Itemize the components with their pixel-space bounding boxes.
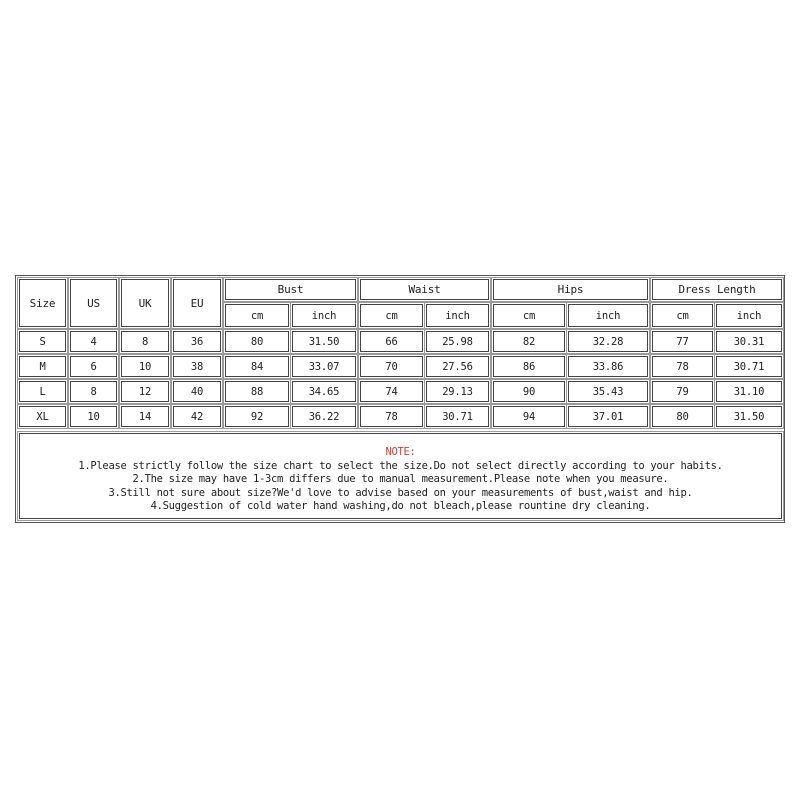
cell-waist-cm: 66 [360, 331, 423, 352]
note-line-1: 1.Please strictly follow the size chart to select the size.Do not select directly according to your habits. [78, 459, 723, 472]
cell-hips-inch: 33.86 [568, 356, 648, 377]
unit-length-cm: cm [652, 304, 713, 327]
cell-hips-cm: 86 [493, 356, 565, 377]
cell-us: 10 [70, 406, 117, 427]
cell-eu: 38 [173, 356, 221, 377]
cell-bust-inch: 31.50 [292, 331, 356, 352]
cell-length-inch: 31.50 [716, 406, 782, 427]
cell-bust-inch: 33.07 [292, 356, 356, 377]
cell-hips-cm: 82 [493, 331, 565, 352]
header-bust: Bust [225, 279, 356, 300]
header-size: Size [19, 279, 66, 327]
cell-uk: 10 [121, 356, 169, 377]
cell-eu: 40 [173, 381, 221, 402]
note-line-4: 4.Suggestion of cold water hand washing,do not bleach,please rountine dry cleaning. [150, 500, 651, 512]
cell-length-inch: 30.71 [716, 356, 782, 377]
cell-length-cm: 78 [652, 356, 713, 377]
note-line-3: 3.Still not sure about size?We'd love to advise based on your measurements of bust,waist and hip. [108, 486, 693, 499]
header-dress-length: Dress Length [652, 279, 782, 300]
cell-uk: 8 [121, 331, 169, 352]
notes-box [19, 433, 782, 519]
cell-bust-cm: 84 [225, 356, 289, 377]
cell-bust-inch: 34.65 [292, 381, 356, 402]
cell-eu: 42 [173, 406, 221, 427]
cell-length-cm: 79 [652, 381, 713, 402]
cell-hips-inch: 35.43 [568, 381, 648, 402]
cell-uk: 14 [121, 406, 169, 427]
cell-length-inch: 31.10 [716, 381, 782, 402]
header-us: US [70, 279, 117, 327]
cell-size: XL [19, 406, 66, 427]
cell-waist-inch: 29.13 [426, 381, 489, 402]
unit-bust-inch: inch [292, 304, 356, 327]
cell-bust-inch: 36.22 [292, 406, 356, 427]
cell-length-inch: 30.31 [716, 331, 782, 352]
header-eu: EU [173, 279, 221, 327]
cell-waist-cm: 70 [360, 356, 423, 377]
cell-bust-cm: 88 [225, 381, 289, 402]
size-chart [15, 275, 785, 523]
cell-us: 6 [70, 356, 117, 377]
cell-size: L [19, 381, 66, 402]
unit-bust-cm: cm [225, 304, 289, 327]
cell-waist-inch: 30.71 [426, 406, 489, 427]
unit-waist-inch: inch [426, 304, 489, 327]
cell-us: 4 [70, 331, 117, 352]
header-hips: Hips [493, 279, 648, 300]
cell-eu: 36 [173, 331, 221, 352]
cell-waist-inch: 25.98 [426, 331, 489, 352]
cell-length-cm: 77 [652, 331, 713, 352]
cell-waist-cm: 78 [360, 406, 423, 427]
cell-bust-cm: 80 [225, 331, 289, 352]
cell-waist-cm: 74 [360, 381, 423, 402]
cell-hips-cm: 94 [493, 406, 565, 427]
header-waist: Waist [360, 279, 489, 300]
cell-uk: 12 [121, 381, 169, 402]
cell-length-cm: 80 [652, 406, 713, 427]
note-title: NOTE: [385, 446, 416, 458]
unit-length-inch: inch [716, 304, 782, 327]
cell-size: S [19, 331, 66, 352]
cell-hips-inch: 32.28 [568, 331, 648, 352]
cell-hips-inch: 37.01 [568, 406, 648, 427]
unit-waist-cm: cm [360, 304, 423, 327]
header-uk: UK [121, 279, 169, 327]
unit-hips-inch: inch [568, 304, 648, 327]
cell-waist-inch: 27.56 [426, 356, 489, 377]
cell-bust-cm: 92 [225, 406, 289, 427]
unit-hips-cm: cm [493, 304, 565, 327]
cell-hips-cm: 90 [493, 381, 565, 402]
cell-us: 8 [70, 381, 117, 402]
cell-size: M [19, 356, 66, 377]
note-line-2: 2.The size may have 1-3cm differs due to manual measurement.Please note when you measure. [132, 473, 669, 485]
